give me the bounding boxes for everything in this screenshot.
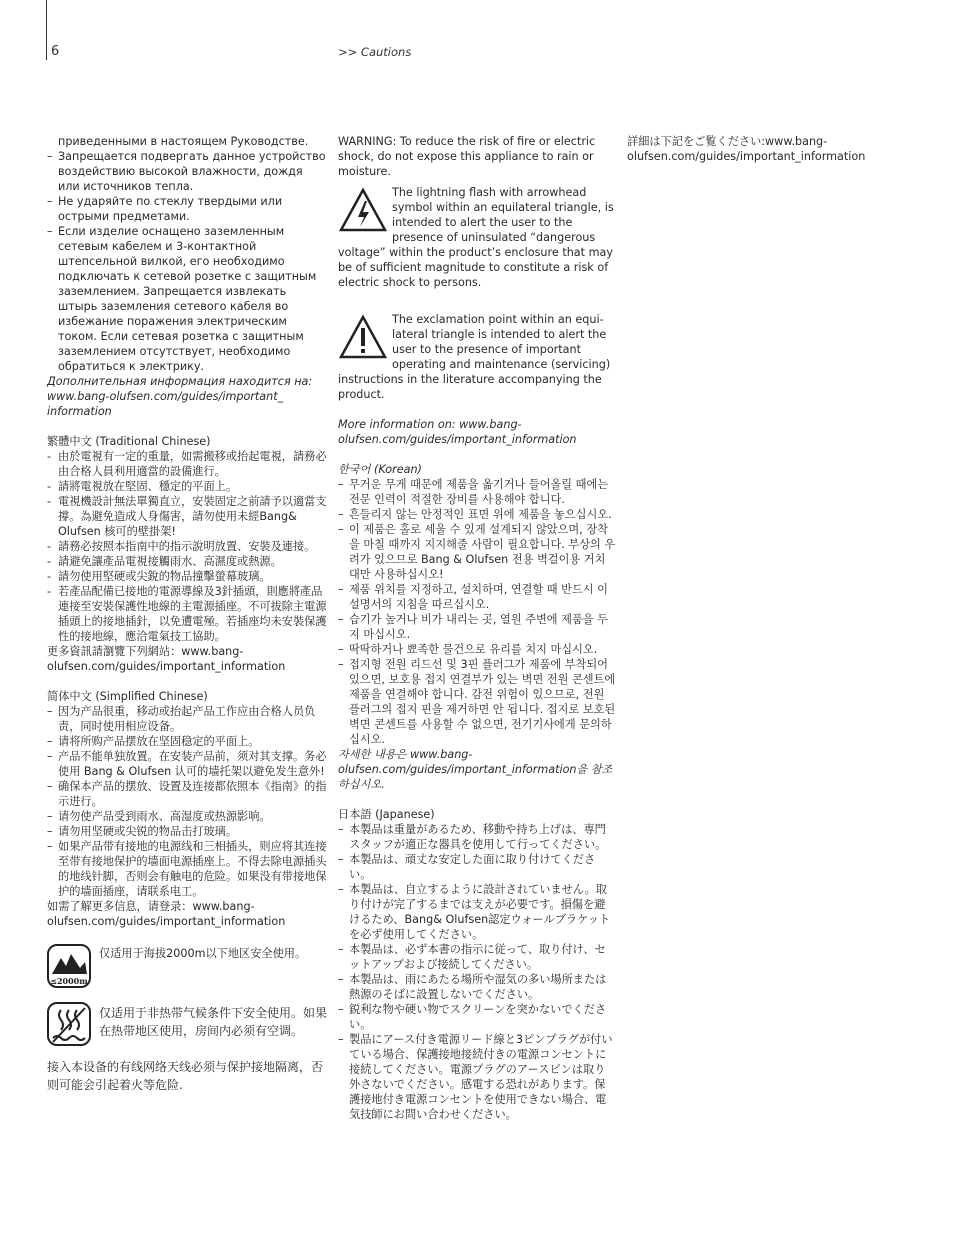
list-item: - 請避免讓產品電視接觸雨水、高濕度或熱源。 (47, 554, 327, 569)
altitude-row (47, 944, 327, 988)
list-item: – 무거운 무게 때문에 제품을 옮기거나 들어올릴 때에는 전문 인력이 적절한 장비를 사용해야 합니다. (338, 477, 616, 507)
list-item: – 产品不能单独放置。在安装产品前，须对其支撑。务必使用 Bang & Olufsen 认可的墙托架以避免发生意外! (47, 749, 327, 779)
simp-chinese-list (47, 704, 327, 899)
exclamation-warning-icon (338, 314, 388, 360)
english-more-info: More information on: www.bang-olufsen.com/guides/important_information (338, 418, 577, 446)
trad-chinese-more-info: 更多資訊請瀏覽下列網站：www.bang-olufsen.com/guides/important_information (47, 645, 286, 673)
list-item: – 请勿使产品受到雨水、高湿度或热源影响。 (47, 809, 327, 824)
lightning-warning-icon (338, 187, 388, 233)
list-item: – 접지형 전원 리드선 및 3핀 플러그가 제품에 부착되어 있으면, 보호용 접지 연결부가 있는 벽면 전원 콘센트에 제품을 연결해야 합니다. 감전 위험이 있으므로, 전원 플러그의 접지 핀을 제거하면 안 됩니다. 접지로 보호된 벽면 콘센트를 사용할 수 없으면, 전기기사에게 문의하십시오. (338, 657, 616, 747)
list-item: – Не ударяйте по стеклу твердыми или острыми предметами. (47, 194, 327, 224)
list-item: – 本製品は、雨にあたる場所や湿気の多い場所または熱源のそばに設置しないでください。 (338, 972, 616, 1002)
korean-heading: 한국어 (Korean) (338, 463, 422, 476)
list-item: – Запрещается подвергать данное устройство воздействию высокой влажности, дождя или источников тепла. (47, 149, 327, 194)
simp-chinese-heading: 简体中文 (Simplified Chinese) (47, 690, 208, 703)
list-item: – 이 제품은 홀로 세울 수 있게 설계되지 않았으며, 장착을 마칠 때까지 지지해줄 사람이 필요합니다. 부상의 우려가 있으므로 Bang & Olufsen 전용 벽걸이용 거치대만 사용하십시오! (338, 522, 616, 582)
altitude-icon-label: ≤2000m (50, 976, 88, 986)
japanese-heading: 日本語 (Japanese) (338, 808, 435, 821)
korean-list (338, 477, 616, 747)
list-item: – 습기가 높거나 비가 내리는 곳, 열원 주변에 제품을 두지 마십시오. (338, 612, 616, 642)
lightning-block (338, 185, 616, 290)
list-item: – 本製品は、必ず本書の指示に従って、取り付け、セットアップおよび接続してください。 (338, 942, 616, 972)
list-item: – 鋭利な物や硬い物でスクリーンを突かないでください。 (338, 1002, 616, 1032)
list-item: – 如果产品带有接地的电源线和三相插头，则应将其连接至带有接地保护的墙面电源插座上。不得去除电源插头的地线针脚，否则会有触电的危险。如果没有带接地保护的墙面插座，请联系电工。 (47, 839, 327, 899)
altitude-icon (47, 944, 91, 988)
tropical-row (47, 1002, 327, 1046)
list-item: – Если изделие оснащено заземленным сетевым кабелем и 3-контактной штепсельной вилкой, его необходимо подключать к сетевой розетке с защитным заземлением. Запрещается извлекать штырь заземления сетевого кабеля во избежание поражения электрическим током. Если сетевая розетка с защитным заземлением отсутствует, необходимо обратиться к электрику. (47, 224, 327, 374)
list-item: - 若產品配備已接地的電源導線及3針插頭，則應將產品連接至安裝保護性地線的主電源插座。不可拔除主電源插頭上的接地插針，以免遭電殛。若插座均未安裝保護性的接地線，應洽電氣技工協助。 (47, 584, 327, 644)
lightning-text: The lightning flash with arrowhead symbol within an equilateral triangle, is intended to alert the user to the presence of uninsulated “dangerous voltage” within the product’s enclosure that may be of sufficient magnitude to constitute a risk of electric shock to persons. (338, 186, 614, 289)
list-item: – 本製品は、自立するように設計されていません。取り付けが完了するまでは支えが必要です。損傷を避けるため、Bang& Olufsen認定ウォールブラケットを必ず使用してください。 (338, 882, 616, 942)
trad-chinese-heading: 繁體中文 (Traditional Chinese) (47, 435, 211, 448)
margin-rule (46, 0, 47, 60)
warning-text: WARNING: To reduce the risk of fire or electric shock, do not expose this appliance to rain or moisture. (338, 135, 596, 178)
list-item: – 请勿用坚硬或尖锐的物品击打玻璃。 (47, 824, 327, 839)
list-item: – 딱딱하거나 뾰족한 물건으로 유리를 치지 마십시오. (338, 642, 616, 657)
list-item: - 請勿使用堅硬或尖銳的物品撞擊螢幕玻璃。 (47, 569, 327, 584)
list-item: – 흔들리지 않는 안정적인 표면 위에 제품을 놓으십시오. (338, 507, 616, 522)
list-item: – 本製品は、頑丈な安定した面に取り付けてください。 (338, 852, 616, 882)
tropical-note: 仅适用于非热带气候条件下安全使用。如果在热带地区使用，房间内必须有空调。 (99, 1006, 328, 1038)
antenna-note: 接入本设备的有线网络天线必须与保护接地隔离，否则可能会引起着火等危险. (47, 1060, 324, 1092)
japanese-list (338, 822, 616, 1122)
list-item: – 제품 위치를 지정하고, 설치하며, 연결할 때 반드시 이 설명서의 지침을 따르십시오. (338, 582, 616, 612)
list-item: – 确保本产品的摆放、设置及连接都依照本《指南》的指示进行。 (47, 779, 327, 809)
page-number: 6 (51, 44, 60, 59)
exclamation-block (338, 312, 616, 402)
column-3 (627, 134, 917, 164)
russian-more-info: Дополнительная информация находится на: www.bang-olufsen.com/guides/important_ information (47, 375, 313, 418)
japanese-more-info: 詳細は下記をご覧ください:www.bang-olufsen.com/guides/important_information (627, 135, 866, 163)
altitude-note: 仅适用于海拔2000m以下地区安全使用。 (99, 947, 307, 960)
running-head: >> Cautions (338, 45, 412, 59)
column-1 (47, 134, 327, 1094)
list-item: приведенными в настоящем Руководстве. (58, 135, 309, 148)
russian-list (47, 134, 327, 374)
list-item: - 請將電視放在堅固、穩定的平面上。 (47, 479, 327, 494)
list-item: – 因为产品很重，移动或抬起产品工作应由合格人员负责，同时使用相应设备。 (47, 704, 327, 734)
korean-more-info: 자세한 내용은 www.bang-olufsen.com/guides/important_information을 참조하십시오. (338, 748, 613, 791)
column-2 (338, 134, 616, 1122)
list-item: – 请将所购产品摆放在坚固稳定的平面上。 (47, 734, 327, 749)
list-item: – 製品にアース付き電源リード線と3ピンプラグが付いている場合、保護接地接続付きの電源コンセントに接続してください。電源プラグのアースピンは取り外さないでください。感電する恐れがあります。保護接地付き電源コンセントを使用できない場合、電気技師にお問い合わせください。 (338, 1032, 616, 1122)
exclamation-text: The exclamation point within an equi-lateral triangle is intended to alert the user to the presence of important operating and maintenance (servicing) instructions in the literature accompanying the product. (338, 313, 611, 401)
list-item: – 本製品は重量があるため、移動や持ち上げは、専門スタッフが適正な器具を使用して行ってください。 (338, 822, 616, 852)
tropical-climate-icon (47, 1002, 91, 1046)
list-item: - 電視機設計無法單獨直立，安裝固定之前請予以適當支撐。為避免造成人身傷害，請勿使用未經Bang& Olufsen 核可的壁掛架! (47, 494, 327, 539)
list-item: - 由於電視有一定的重量，如需搬移或抬起電視，請務必由合格人員利用適當的設備進行。 (47, 449, 327, 479)
simp-chinese-more-info: 如需了解更多信息，请登录：www.bang-olufsen.com/guides/important_information (47, 900, 286, 928)
trad-chinese-list (47, 449, 327, 644)
list-item: - 請務必按照本指南中的指示說明放置、安裝及連接。 (47, 539, 327, 554)
